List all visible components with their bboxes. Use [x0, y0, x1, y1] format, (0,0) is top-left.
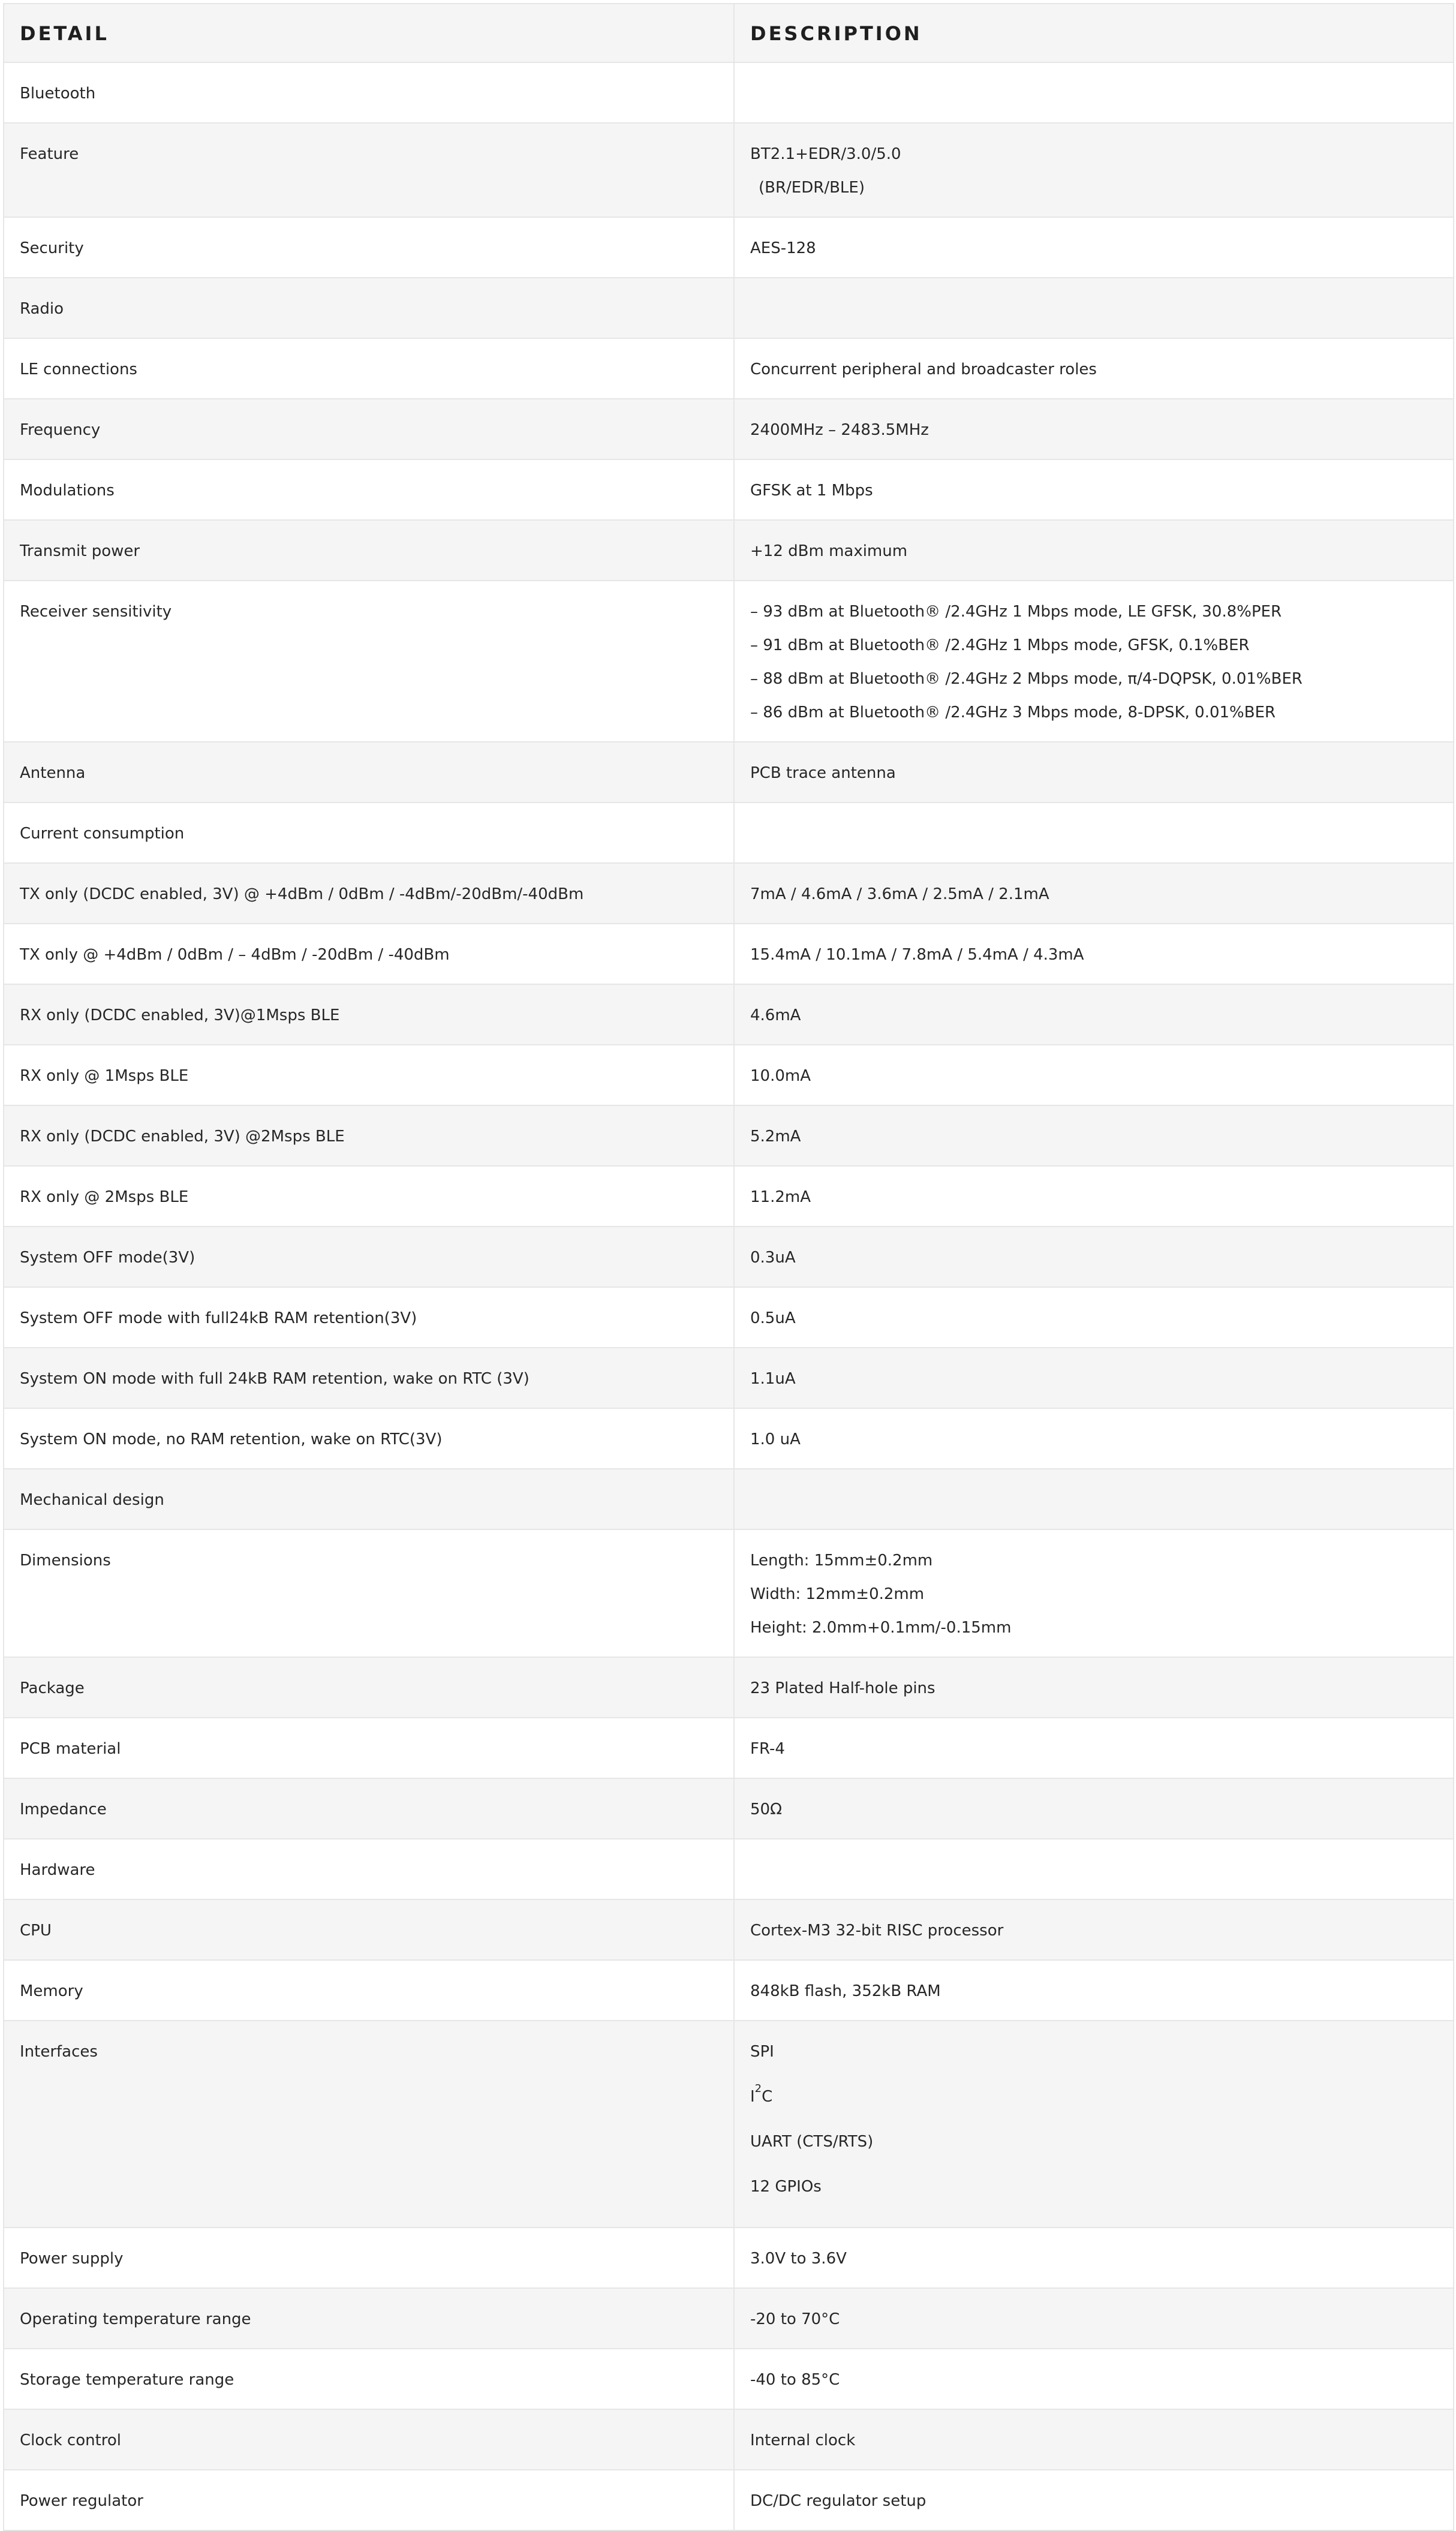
detail-text: Antenna	[20, 764, 86, 782]
detail-text: Modulations	[20, 482, 115, 500]
description-cell	[734, 1348, 1454, 1408]
detail-text: Receiver sensitivity	[20, 603, 172, 621]
detail-text: System ON mode, no RAM retention, wake on RTC(3V)	[20, 1430, 443, 1448]
description-line: 3.0V to 3.6V	[750, 2250, 847, 2268]
description-line: +12 dBm maximum	[750, 542, 908, 560]
detail-text: Package	[20, 1679, 85, 1697]
detail-cell	[4, 123, 734, 217]
table-row	[4, 1960, 1454, 2021]
description-cell	[734, 62, 1454, 123]
detail-text: Bluetooth	[20, 85, 96, 103]
detail-text: RX only @ 1Msps BLE	[20, 1067, 189, 1085]
detail-cell	[4, 924, 734, 984]
detail-text: CPU	[20, 1922, 52, 1940]
detail-cell	[4, 581, 734, 742]
description-cell	[734, 1657, 1454, 1718]
detail-cell	[4, 1778, 734, 1839]
detail-cell	[4, 1469, 734, 1529]
table-row	[4, 1718, 1454, 1778]
table-row	[4, 742, 1454, 802]
table-row	[4, 123, 1454, 217]
detail-cell	[4, 2409, 734, 2470]
detail-text: Dimensions	[20, 1552, 111, 1570]
description-cell	[734, 2228, 1454, 2288]
detail-cell	[4, 1960, 734, 2021]
description-line: SPI	[750, 2043, 774, 2061]
description-line: Concurrent peripheral and broadcaster roles	[750, 360, 1097, 378]
detail-text: Memory	[20, 1982, 83, 2000]
table-row	[4, 924, 1454, 984]
description-line: 0.3uA	[750, 1249, 796, 1267]
table-body	[4, 62, 1454, 2530]
detail-cell	[4, 1899, 734, 1960]
table-row	[4, 1227, 1454, 1287]
detail-text: Impedance	[20, 1800, 107, 1818]
table-row	[4, 1529, 1454, 1657]
table-row	[4, 217, 1454, 278]
table-row	[4, 338, 1454, 399]
description-line: – 88 dBm at Bluetooth® /2.4GHz 2 Mbps mode, π/4-DQPSK, 0.01%BER	[750, 670, 1302, 688]
table-row	[4, 2349, 1454, 2409]
detail-cell	[4, 1657, 734, 1718]
description-line: Internal clock	[750, 2431, 856, 2449]
detail-text: PCB material	[20, 1740, 121, 1758]
detail-text: Current consumption	[20, 825, 185, 843]
detail-text: TX only @ +4dBm / 0dBm / – 4dBm / -20dBm / -40dBm	[20, 946, 450, 964]
detail-text: Feature	[20, 145, 79, 163]
description-line: 2400MHz – 2483.5MHz	[750, 421, 929, 439]
table-row	[4, 278, 1454, 338]
detail-text: Power regulator	[20, 2492, 143, 2510]
description-cell	[734, 217, 1454, 278]
table-row	[4, 1469, 1454, 1529]
description-cell	[734, 1045, 1454, 1105]
spec-table	[3, 3, 1454, 2531]
detail-text: Frequency	[20, 421, 101, 439]
detail-cell	[4, 1287, 734, 1348]
description-cell	[734, 1778, 1454, 1839]
table-row	[4, 1899, 1454, 1960]
detail-text: System OFF mode with full24kB RAM retention(3V)	[20, 1309, 417, 1327]
description-cell	[734, 1960, 1454, 2021]
description-cell	[734, 1287, 1454, 1348]
description-cell	[734, 984, 1454, 1045]
detail-text: Clock control	[20, 2431, 122, 2449]
table-row	[4, 1778, 1454, 1839]
detail-cell	[4, 1529, 734, 1657]
detail-cell	[4, 62, 734, 123]
description-line: Cortex-M3 32-bit RISC processor	[750, 1922, 1004, 1940]
description-cell	[734, 1105, 1454, 1166]
detail-cell	[4, 1105, 734, 1166]
detail-text: RX only (DCDC enabled, 3V) @2Msps BLE	[20, 1128, 345, 1146]
description-line: BT2.1+EDR/3.0/5.0	[750, 145, 901, 163]
description-line: GFSK at 1 Mbps	[750, 482, 873, 500]
detail-text: Mechanical design	[20, 1491, 164, 1509]
detail-cell	[4, 1227, 734, 1287]
detail-cell	[4, 1839, 734, 1899]
table-row	[4, 1348, 1454, 1408]
detail-cell	[4, 217, 734, 278]
description-line: 50Ω	[750, 1800, 782, 1818]
detail-text: RX only @ 2Msps BLE	[20, 1188, 189, 1206]
detail-text: Storage temperature range	[20, 2371, 234, 2389]
table-row	[4, 1105, 1454, 1166]
table-row	[4, 1166, 1454, 1227]
description-line: – 93 dBm at Bluetooth® /2.4GHz 1 Mbps mode, LE GFSK, 30.8%PER	[750, 603, 1282, 621]
detail-text: Transmit power	[20, 542, 140, 560]
detail-cell	[4, 984, 734, 1045]
description-line: 23 Plated Half-hole pins	[750, 1679, 935, 1697]
description-cell	[734, 1529, 1454, 1657]
detail-cell	[4, 2470, 734, 2530]
description-cell	[734, 1166, 1454, 1227]
detail-text: Operating temperature range	[20, 2310, 251, 2328]
table-row	[4, 2228, 1454, 2288]
description-line: -40 to 85°C	[750, 2371, 840, 2389]
detail-cell	[4, 1408, 734, 1469]
description-cell	[734, 863, 1454, 924]
description-cell	[734, 459, 1454, 520]
description-line: (BR/EDR/BLE)	[759, 179, 865, 197]
description-line: 4.6mA	[750, 1006, 801, 1024]
description-cell	[734, 338, 1454, 399]
table-row	[4, 2288, 1454, 2349]
detail-cell	[4, 459, 734, 520]
detail-cell	[4, 520, 734, 581]
description-cell	[734, 520, 1454, 581]
header-detail: DETAIL	[4, 4, 734, 62]
detail-cell	[4, 278, 734, 338]
detail-cell	[4, 399, 734, 459]
detail-cell	[4, 1045, 734, 1105]
description-line: 848kB flash, 352kB RAM	[750, 1982, 941, 2000]
table-row	[4, 863, 1454, 924]
description-line: Length: 15mm±0.2mm	[750, 1552, 933, 1570]
table-row	[4, 1045, 1454, 1105]
detail-cell	[4, 2021, 734, 2228]
description-cell	[734, 924, 1454, 984]
table-row	[4, 1287, 1454, 1348]
description-line: AES-128	[750, 239, 816, 257]
description-line: UART (CTS/RTS)	[750, 2133, 874, 2151]
description-line: 15.4mA / 10.1mA / 7.8mA / 5.4mA / 4.3mA	[750, 946, 1084, 964]
description-line: $I^2C$	[750, 2082, 773, 2106]
detail-text: TX only (DCDC enabled, 3V) @ +4dBm / 0dBm / -4dBm/-20dBm/-40dBm	[20, 885, 584, 903]
description-cell	[734, 1408, 1454, 1469]
detail-text: LE connections	[20, 360, 137, 378]
description-cell	[734, 1718, 1454, 1778]
detail-cell	[4, 2349, 734, 2409]
description-cell	[734, 399, 1454, 459]
description-line: DC/DC regulator setup	[750, 2492, 926, 2510]
table-row	[4, 802, 1454, 863]
header-description: DESCRIPTION	[734, 4, 1454, 62]
description-line: -20 to 70°C	[750, 2310, 840, 2328]
detail-cell	[4, 2288, 734, 2349]
table-row	[4, 520, 1454, 581]
detail-text: Security	[20, 239, 84, 257]
description-line: Width: 12mm±0.2mm	[750, 1585, 925, 1603]
detail-text: Hardware	[20, 1861, 95, 1879]
description-line: Height: 2.0mm+0.1mm/-0.15mm	[750, 1619, 1012, 1637]
description-cell	[734, 2470, 1454, 2530]
description-line: 10.0mA	[750, 1067, 811, 1085]
table-row	[4, 1839, 1454, 1899]
description-cell	[734, 581, 1454, 742]
detail-cell	[4, 1718, 734, 1778]
detail-text: RX only (DCDC enabled, 3V)@1Msps BLE	[20, 1006, 340, 1024]
detail-cell	[4, 2228, 734, 2288]
detail-text: Radio	[20, 300, 64, 318]
description-line: FR-4	[750, 1740, 785, 1758]
detail-text: Interfaces	[20, 2043, 98, 2061]
table-row	[4, 1657, 1454, 1718]
description-cell	[734, 742, 1454, 802]
description-line: 5.2mA	[750, 1128, 801, 1146]
table-row	[4, 1408, 1454, 1469]
description-cell	[734, 1899, 1454, 1960]
description-cell	[734, 278, 1454, 338]
table-row	[4, 62, 1454, 123]
description-cell	[734, 2349, 1454, 2409]
description-cell	[734, 2021, 1454, 2228]
detail-cell	[4, 1166, 734, 1227]
detail-cell	[4, 338, 734, 399]
detail-text: System OFF mode(3V)	[20, 1249, 195, 1267]
description-cell	[734, 1469, 1454, 1529]
detail-text: Power supply	[20, 2250, 124, 2268]
description-line: – 91 dBm at Bluetooth® /2.4GHz 1 Mbps mode, GFSK, 0.1%BER	[750, 636, 1250, 654]
description-cell	[734, 1839, 1454, 1899]
description-line: – 86 dBm at Bluetooth® /2.4GHz 3 Mbps mode, 8-DPSK, 0.01%BER	[750, 704, 1276, 722]
description-line: PCB trace antenna	[750, 764, 896, 782]
description-cell	[734, 2288, 1454, 2349]
description-line: 1.0 uA	[750, 1430, 801, 1448]
table-row	[4, 2409, 1454, 2470]
table-row	[4, 984, 1454, 1045]
description-cell	[734, 123, 1454, 217]
description-line: 0.5uA	[750, 1309, 796, 1327]
description-line: 7mA / 4.6mA / 3.6mA / 2.5mA / 2.1mA	[750, 885, 1049, 903]
detail-cell	[4, 1348, 734, 1408]
detail-cell	[4, 863, 734, 924]
description-line: 1.1uA	[750, 1370, 796, 1388]
table-row	[4, 459, 1454, 520]
description-cell	[734, 802, 1454, 863]
table-row	[4, 2470, 1454, 2530]
description-cell	[734, 2409, 1454, 2470]
detail-cell	[4, 742, 734, 802]
table-row	[4, 581, 1454, 742]
detail-cell	[4, 802, 734, 863]
table-row	[4, 399, 1454, 459]
table-header-row	[4, 4, 1454, 62]
description-line: 11.2mA	[750, 1188, 811, 1206]
description-line: 12 GPIOs	[750, 2178, 822, 2196]
description-cell	[734, 1227, 1454, 1287]
table-row	[4, 2021, 1454, 2228]
detail-text: System ON mode with full 24kB RAM retention, wake on RTC (3V)	[20, 1370, 530, 1388]
